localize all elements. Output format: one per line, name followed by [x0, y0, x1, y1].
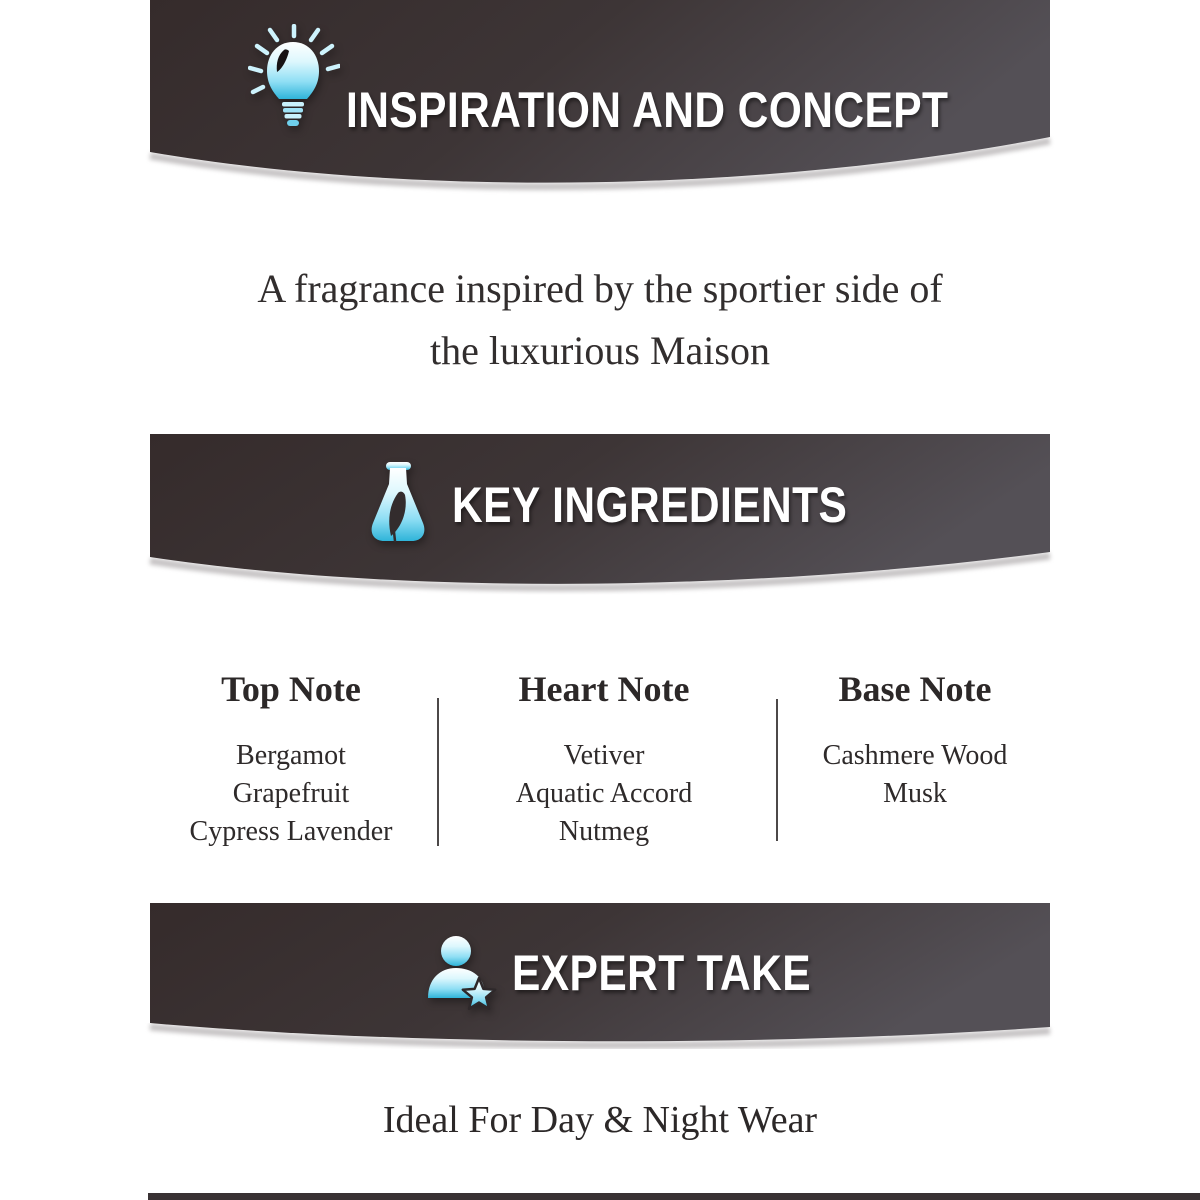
heart-note-item: Vetiver [563, 740, 645, 771]
heart-note-item: Nutmeg [558, 816, 650, 847]
top-note-heading: Top Note [221, 669, 361, 709]
banner-inspiration-title: INSPIRATION AND CONCEPT [346, 82, 949, 138]
base-note-item: Musk [883, 778, 947, 809]
banner-expert-title: EXPERT TAKE [512, 945, 812, 1001]
heart-note-column [516, 668, 693, 851]
lightbulb-icon [248, 24, 340, 142]
inspiration-line-1: A fragrance inspired by the sportier side of [257, 266, 943, 311]
base-note-item: Cashmere Wood [822, 740, 1008, 771]
base-note-column [823, 668, 1008, 813]
top-note-item: Bergamot [236, 740, 346, 771]
heart-note-item: Aquatic Accord [515, 778, 693, 809]
top-note-column [190, 668, 393, 851]
flask-leaf-icon [354, 460, 442, 548]
next-section-banner-edge [148, 1193, 1200, 1200]
ideal-wear-text: Ideal For Day & Night Wear [382, 1099, 818, 1141]
inspiration-paragraph [0, 258, 1200, 382]
top-note-item: Grapefruit [232, 778, 350, 809]
top-note-item: Cypress Lavender [189, 816, 393, 847]
banner-ingredients-title: KEY INGREDIENTS [452, 477, 848, 533]
column-divider [776, 699, 778, 841]
base-note-heading: Base Note [838, 669, 992, 709]
person-star-icon [422, 934, 504, 1020]
column-divider [437, 698, 439, 846]
inspiration-line-2: the luxurious Maison [430, 328, 770, 373]
heart-note-heading: Heart Note [518, 669, 690, 709]
